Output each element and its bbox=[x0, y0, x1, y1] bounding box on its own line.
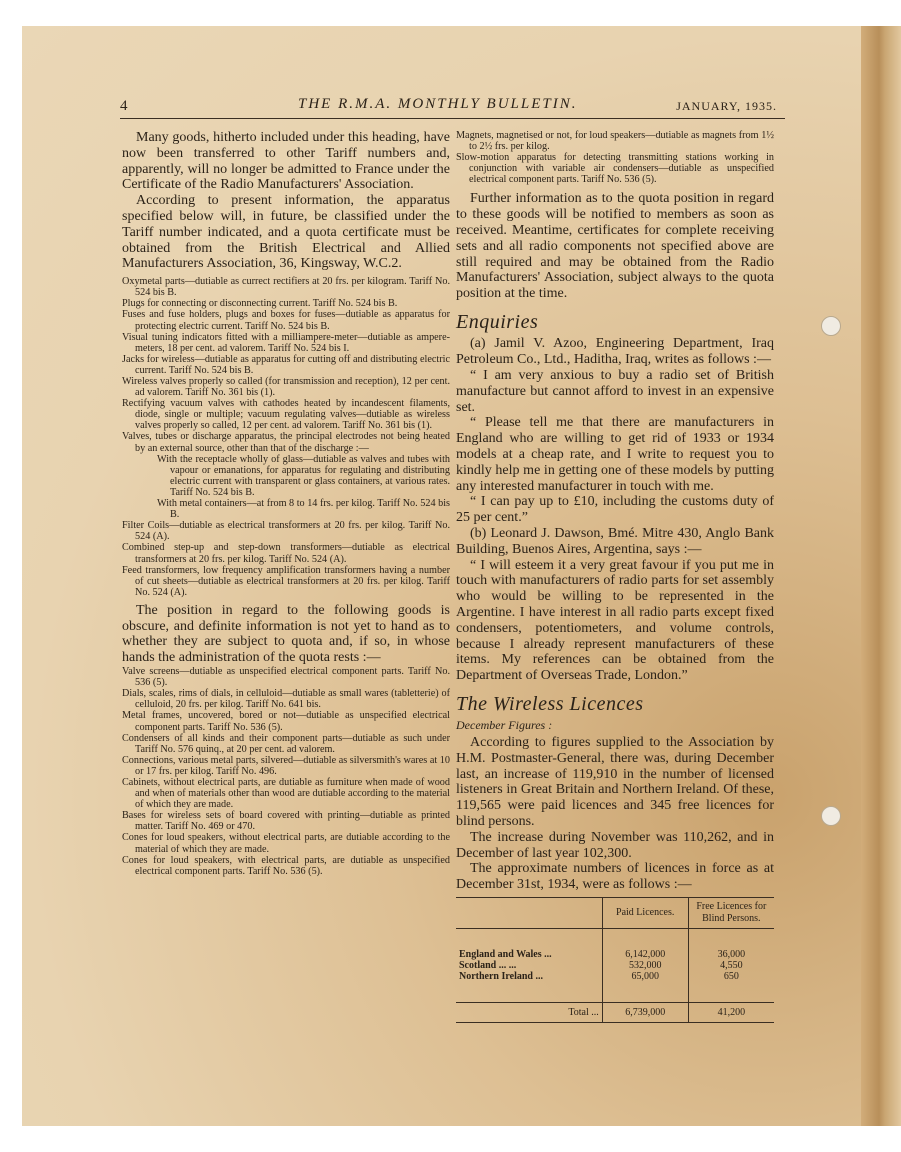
enquiries-heading: Enquiries bbox=[456, 311, 539, 334]
table-row bbox=[456, 971, 774, 982]
tariff-item: Oxymetal parts—dutiable as currect rectifiers at 20 frs. per kilogram. Tariff No. 524 bis B. bbox=[122, 276, 450, 299]
region-cell: England and Wales ... bbox=[459, 949, 552, 961]
table-header-paid: Paid Licences. bbox=[602, 897, 688, 928]
paid-cell: 65,000 bbox=[602, 971, 688, 982]
enquiry-paragraph: “ I can pay up to £10, including the customs duty of 25 per cent.” bbox=[456, 494, 774, 526]
tariff-subitem: With metal containers—at from 8 to 14 frs. per kilog. Tariff No. 524 bis B. bbox=[157, 498, 450, 521]
tariff-item: Fuses and fuse holders, plugs and boxes for fuses—dutiable as apparatus for protecting electric current. Tariff No. 524 bis B. bbox=[122, 309, 450, 332]
total-paid: 6,739,000 bbox=[602, 1003, 688, 1023]
tariff-item: Jacks for wireless—dutiable as apparatus for cutting off and distributing electric current. Tariff No. 524 bis B. bbox=[122, 353, 450, 376]
table-row bbox=[456, 949, 774, 960]
tariff-item: Cones for loud speakers, without electrical parts, are dutiable according to the material of which they are made. bbox=[122, 832, 450, 855]
binding-spine bbox=[861, 26, 901, 1126]
licences-subheading: December Figures : bbox=[456, 718, 553, 733]
position-paragraph: The position in regard to the following goods is obscure, and definite information is not yet to hand as to whether they are subject to quota and, if so, in whose hands the administration of the quota rests :— bbox=[122, 602, 450, 666]
tariff-item: Wireless valves properly so called (for transmission and reception), 12 per cent. ad valorem. Tariff No. 361 bis (1). bbox=[122, 376, 450, 399]
enquiry-paragraph: (a) Jamil V. Azoo, Engineering Department, Iraq Petroleum Co., Ltd., Haditha, Iraq, writes as follows :— bbox=[456, 336, 774, 368]
enquiry-paragraph: “ I will esteem it a very great favour if you put me in touch with manufacturers of radio parts for set assembly who would be willing to be represented in the Argentine. I have interest in all radio parts except fixed condensers, potentiometers, and volume controls, because I already represent manufacturers of these items. My references can be obtained from the Department of Overseas Trade, London.” bbox=[456, 557, 774, 684]
further-info-paragraph: Further information as to the quota position in regard to these goods will be notified to members as soon as received. Meantime, certificates for complete receiving sets and all radio components not specified above are still required and may be obtained from the Radio Manufacturers' Association, subject always to the quota position at the time. bbox=[456, 191, 774, 302]
free-cell: 4,550 bbox=[688, 960, 774, 971]
total-label: Total ... bbox=[456, 1003, 602, 1023]
table-row bbox=[456, 960, 774, 971]
enquiry-paragraph: “ Please tell me that there are manufacturers in England who are willing to get rid of 1933 or 1934 models at a cheap rate, and I write to request you to kindly help me in getting one of these models by putting any interested manufacturer in touch with me. bbox=[456, 415, 774, 494]
tariff-item: Valve screens—dutiable as unspecified electrical component parts. Tariff No. 536 (5). bbox=[122, 666, 450, 689]
tariff-item: Visual tuning indicators fitted with a milliampere-meter—dutiable as ampere-meters, 18 per cent. ad valorem. Tariff No. 524 bis I. bbox=[122, 331, 450, 354]
table-header bbox=[456, 897, 602, 928]
licences-paragraph: The increase during November was 110,262, and in December of last year 102,300. bbox=[456, 829, 774, 861]
paid-cell: 532,000 bbox=[602, 960, 688, 971]
issue-date: JANUARY, 1935. bbox=[676, 99, 777, 113]
table-header-free: Free Licences for Blind Persons. bbox=[688, 897, 774, 928]
enquiry-paragraph: “ I am very anxious to buy a radio set of British manufacture but cannot afford to invest in an expensive set. bbox=[456, 368, 774, 415]
tariff-item: Cones for loud speakers, with electrical parts, are dutiable as unspecified electrical component parts. Tariff No. 536 (5). bbox=[122, 854, 450, 877]
tariff-subitem: With the receptacle wholly of glass—dutiable as valves and tubes with vapour or emanations, for apparatus for regulating and distributing electric current with transparent or glass containers, at various rates. Tariff No. 524 bis B. bbox=[157, 453, 450, 498]
tariff-item: Connections, various metal parts, silvered—dutiable as silversmith's wares at 10 or 17 frs. per kilog. Tariff No. 496. bbox=[122, 754, 450, 777]
licences-paragraph: According to figures supplied to the Association by H.M. Postmaster-General, there was, during December last, an increase of 119,910 in the number of licensed listeners in Great Britain and Northern Ireland. Of these, 119,565 were paid licences and 345 free licences for blind persons. bbox=[456, 734, 774, 829]
tariff-item: Metal frames, uncovered, bored or not—dutiable as unspecified electrical component parts. Tariff No. 536 (5). bbox=[122, 710, 450, 733]
tariff-item: Valves, tubes or discharge apparatus, the principal electrodes not being heated by an external source, other than that of the discharge :— bbox=[122, 431, 450, 454]
free-cell: 36,000 bbox=[688, 949, 774, 960]
licences-paragraph: The approximate numbers of licences in force as at December 31st, 1934, were as follows :— bbox=[456, 861, 774, 893]
free-cell: 650 bbox=[688, 971, 774, 982]
enquiry-paragraph: (b) Leonard J. Dawson, Bmé. Mitre 430, Anglo Bank Building, Buenos Aires, Argentina, says :— bbox=[456, 526, 774, 557]
licence-table bbox=[456, 897, 774, 1023]
tariff-item: Rectifying vacuum valves with cathodes heated by incandescent filaments, diode, single or multiple; vacuum regulating valves—dutiable as wireless valves properly so called, 12 per cent. ad valorem. Tariff No. 361 bis (1). bbox=[122, 398, 450, 432]
tariff-item: Slow-motion apparatus for detecting transmitting stations working in conjunction with variable air condensers—dutiable as unspecified electrical component parts. Tariff No. 536 (5). bbox=[456, 152, 774, 186]
running-header bbox=[120, 96, 785, 119]
bulletin-title: THE R.M.A. MONTHLY BULLETIN. bbox=[298, 96, 578, 112]
tariff-item: Magnets, magnetised or not, for loud speakers—dutiable as magnets from 1½ to 2½ frs. per kilog. bbox=[456, 130, 774, 153]
tariff-item: Combined step-up and step-down transformers—dutiable as electrical transformers at 20 frs. per kilog. Tariff No. 524 (A). bbox=[122, 542, 450, 565]
licences-heading: The Wireless Licences bbox=[456, 692, 644, 715]
region-cell: Scotland ... ... bbox=[459, 960, 517, 972]
left-column bbox=[122, 130, 450, 877]
tariff-item: Filter Coils—dutiable as electrical transformers at 20 frs. per kilog. Tariff No. 524 (A). bbox=[122, 520, 450, 543]
intro-paragraph: Many goods, hitherto included under this heading, have now been transferred to other Tariff numbers and, apparently, will no longer be admitted to France under the Certificate of the Radio Manufacturers' Association. bbox=[122, 130, 450, 193]
right-column bbox=[456, 130, 774, 1023]
bulletin-page bbox=[22, 26, 901, 1126]
table-total-row bbox=[456, 1003, 774, 1023]
intro-paragraph: According to present information, the apparatus specified below will, in future, be classified under the Tariff number indicated, and a quota certificate must be obtained from the British Electrical and Allied Manufacturers Association, 36, Kingsway, W.C.2. bbox=[122, 193, 450, 272]
tariff-item: Cabinets, without electrical parts, are dutiable as furniture when made of wood and when of materials other than wood are dutiable according to the material of which they are made. bbox=[122, 777, 450, 811]
tariff-item: Feed transformers, low frequency amplification transformers having a number of cut sheets—dutiable as electrical transformers at 20 frs. per kilog. Tariff No. 524 (A). bbox=[122, 564, 450, 598]
tariff-item: Dials, scales, rims of dials, in celluloid—dutiable as small wares (tabletterie) of celluloid, 20 frs. per kilog. Tariff No. 641 bis. bbox=[122, 688, 450, 711]
paid-cell: 6,142,000 bbox=[602, 949, 688, 960]
punch-hole bbox=[821, 806, 841, 826]
punch-hole bbox=[821, 316, 841, 336]
total-free: 41,200 bbox=[688, 1003, 774, 1023]
page-number: 4 bbox=[120, 98, 128, 114]
tariff-item: Bases for wireless sets of board covered with printing—dutiable as printed matter. Tariff No. 469 or 470. bbox=[122, 810, 450, 833]
tariff-item: Plugs for connecting or disconnecting current. Tariff No. 524 bis B. bbox=[122, 298, 398, 310]
region-cell: Northern Ireland ... bbox=[459, 971, 543, 983]
tariff-item: Condensers of all kinds and their component parts—dutiable as such under Tariff No. 576 quinq., at 20 per cent. ad valorem. bbox=[122, 732, 450, 755]
